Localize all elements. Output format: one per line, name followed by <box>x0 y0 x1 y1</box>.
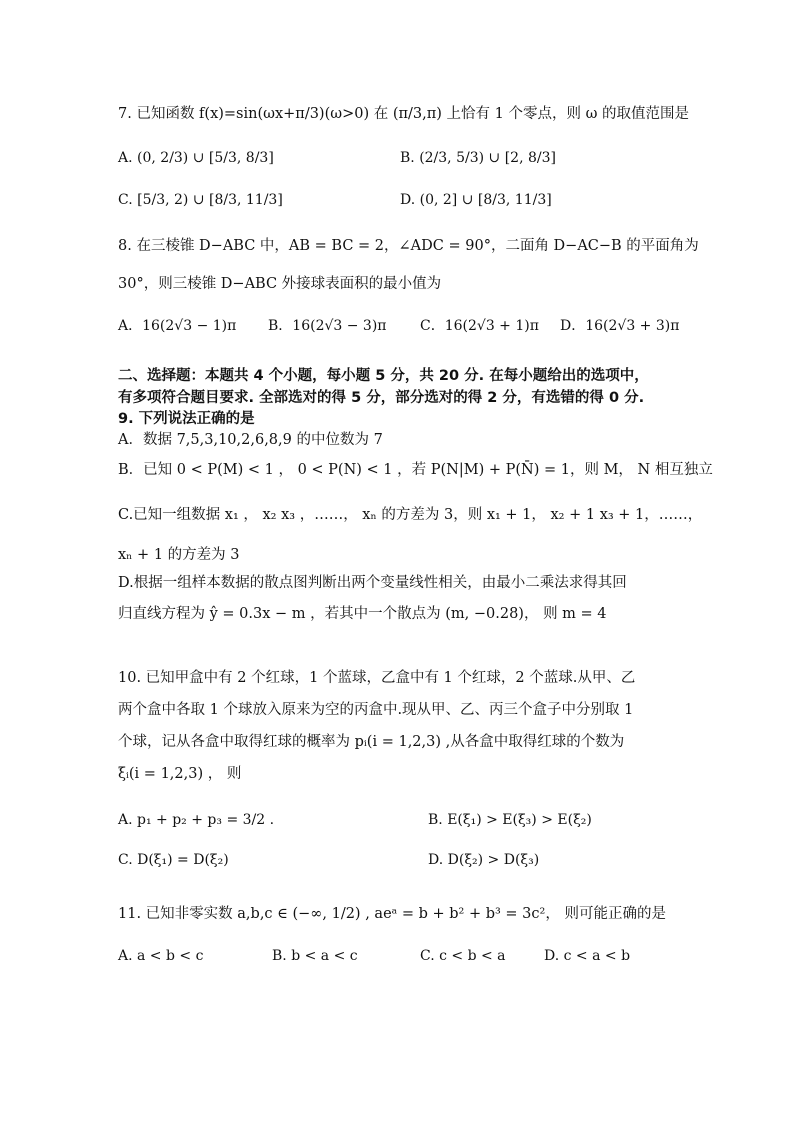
q9-option-d-line1: D.根据一组样本数据的散点图判断出两个变量线性相关，由最小二乘法求得其回 <box>118 575 627 591</box>
q9-option-a: A．数据 7,5,3,10,2,6,8,9 的中位数为 7 <box>118 432 383 448</box>
q10-option-a: A. p₁ + p₂ + p₃ = 3/2 . <box>118 812 275 828</box>
q11-option-d: D. c < a < b <box>544 948 631 964</box>
q10-stem-line4: ξᵢ(i = 1,2,3) ， 则 <box>118 766 242 782</box>
q10-stem-line1: 10. 已知甲盒中有 2 个红球，1 个蓝球，乙盒中有 1 个红球，2 个蓝球.从甲、乙 <box>118 670 636 686</box>
q10-stem-line2: 两个盒中各取 1 个球放入原来为空的丙盒中.现从甲、乙、丙三个盒子中分别取 1 <box>118 702 634 718</box>
q7-option-a: A. (0, 2/3) ∪ [5/3, 8/3] <box>118 150 274 166</box>
q8-option-a: A．16(2√3 − 1)π <box>118 318 237 334</box>
q9-option-c-line1: C.已知一组数据 x₁ ， x₂ x₃ ，……， xₙ 的方差为 3，则 x₁ + 1， x₂ + 1 x₃ + 1，……， <box>118 507 703 523</box>
q10-option-b: B. E(ξ₁) > E(ξ₃) > E(ξ₂) <box>428 812 592 828</box>
q9-option-c-line2: xₙ + 1 的方差为 3 <box>118 547 240 563</box>
q7-option-c: C. [5/3, 2) ∪ [8/3, 11/3] <box>118 192 283 208</box>
q7-option-b: B. (2/3, 5/3) ∪ [2, 8/3] <box>400 150 556 166</box>
q8-option-b: B．16(2√3 − 3)π <box>268 318 387 334</box>
q8-option-d: D．16(2√3 + 3)π <box>560 318 680 334</box>
q10-option-d: D. D(ξ₂) > D(ξ₃) <box>428 852 540 868</box>
q9-stem: 9. 下列说法正确的是 <box>118 411 255 427</box>
q9-option-d-line2: 归直线方程为 ŷ = 0.3x − m ，若其中一个散点为 (m, −0.28)， 则 m = 4 <box>118 606 607 622</box>
q11-option-a: A. a < b < c <box>118 948 204 964</box>
q10-option-c: C. D(ξ₁) = D(ξ₂) <box>118 852 229 868</box>
q10-stem-line3: 个球，记从各盒中取得红球的概率为 pᵢ(i = 1,2,3) ,从各盒中取得红球的个数为 <box>118 734 625 750</box>
q8-stem-line1: 8. 在三棱锥 D−ABC 中，AB = BC = 2，∠ADC = 90°，二面角 D−AC−B 的平面角为 <box>118 238 699 254</box>
section2-instructions-line1: 二、选择题：本题共 4 个小题，每小题 5 分，共 20 分. 在每小题给出的选项中， <box>118 368 649 384</box>
q8-stem-line2: 30°，则三棱锥 D−ABC 外接球表面积的最小值为 <box>118 276 442 292</box>
q7-option-d: D. (0, 2] ∪ [8/3, 11/3] <box>400 192 552 208</box>
q9-option-b: B．已知 0 < P(M) < 1 ， 0 < P(N) < 1 ，若 P(N|M) + P(N̄) = 1，则 M， N 相互独立 <box>118 462 713 478</box>
q8-option-c: C．16(2√3 + 1)π <box>420 318 539 334</box>
q11-option-c: C. c < b < a <box>420 948 506 964</box>
section2-instructions-line2: 有多项符合题目要求. 全部选对的得 5 分，部分选对的得 2 分，有选错的得 0 分. <box>118 390 645 406</box>
q11-option-b: B. b < a < c <box>272 948 358 964</box>
q7-stem: 7. 已知函数 f(x)=sin(ωx+π/3)(ω>0) 在 (π/3,π) 上恰有 1 个零点，则 ω 的取值范围是 <box>118 106 689 122</box>
q11-stem: 11. 已知非零实数 a,b,c ∈ (−∞, 1/2) , aeᵃ = b + b² + b³ = 3c²， 则可能正确的是 <box>118 906 666 922</box>
